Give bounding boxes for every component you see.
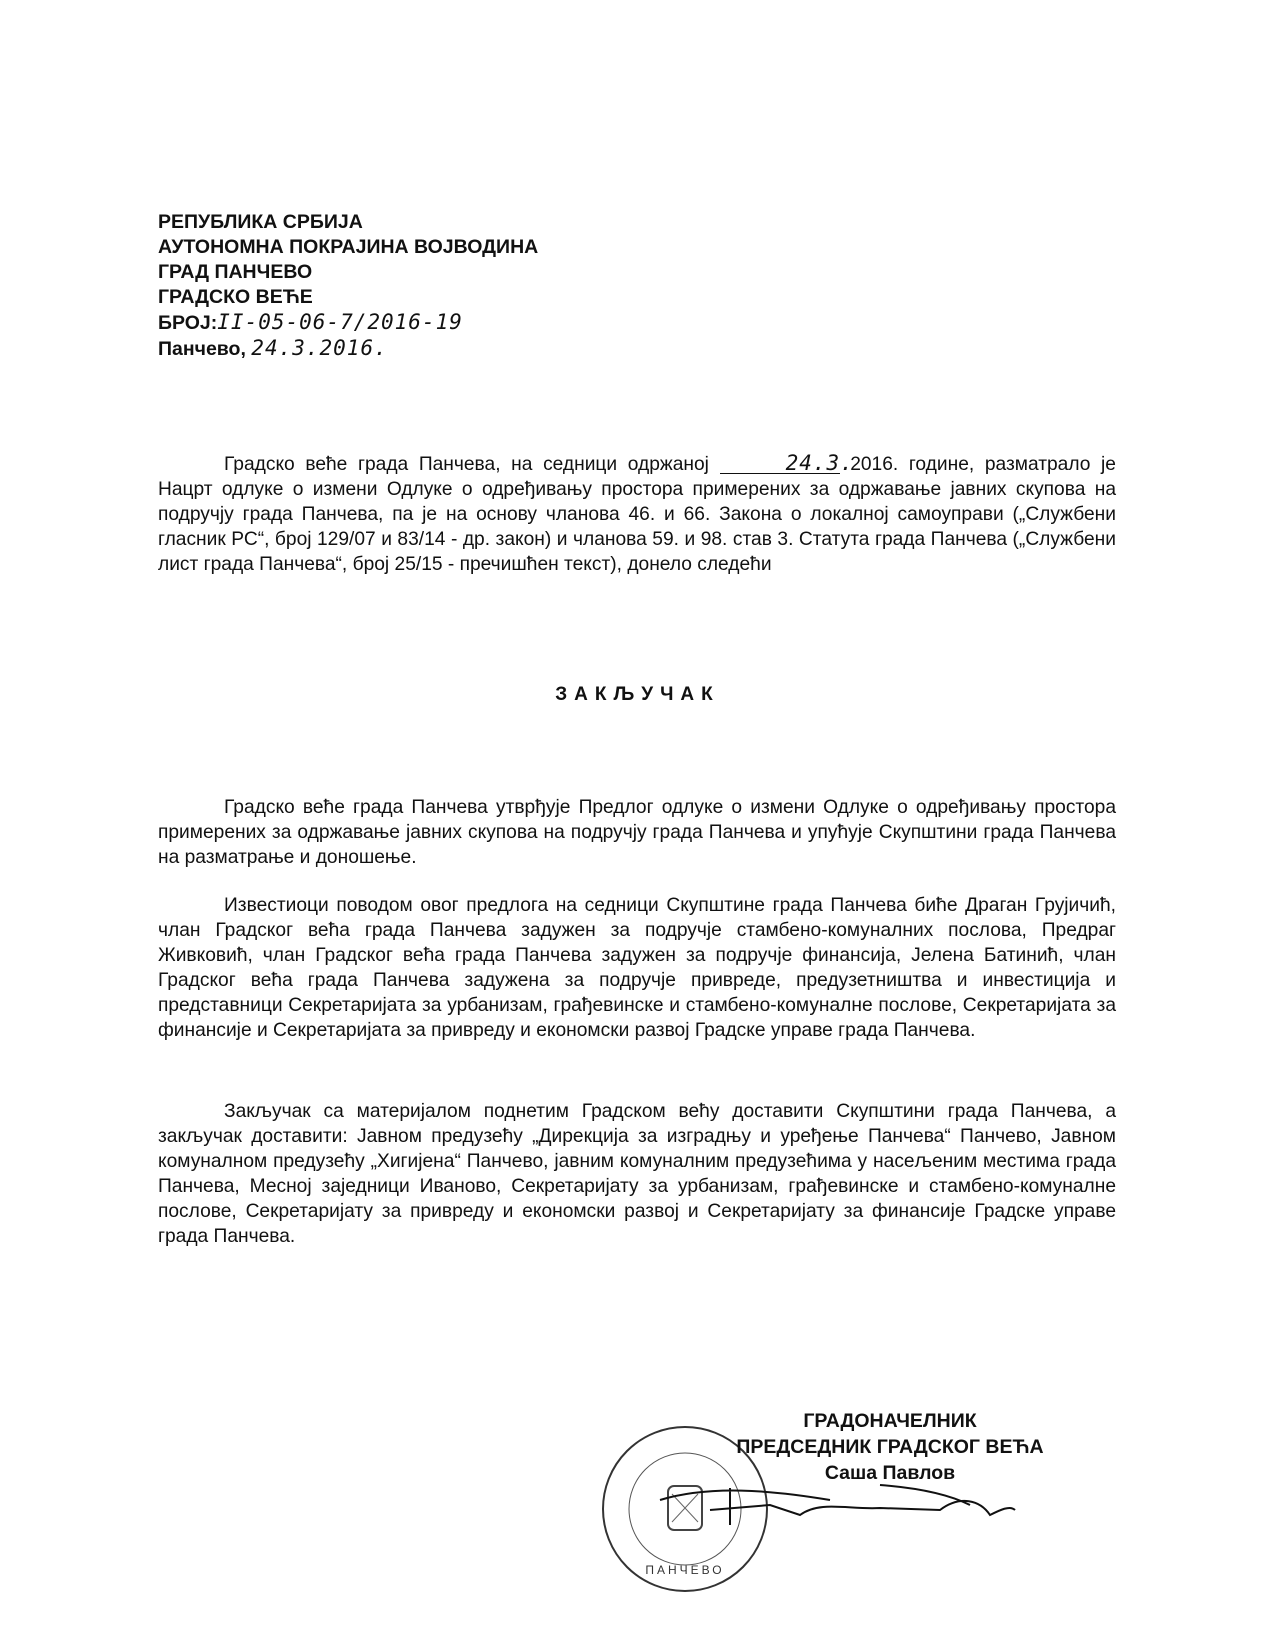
handwritten-signature [650, 1480, 1020, 1530]
number-value: II-05-06-7/2016-19 [217, 310, 463, 334]
session-date: 24.3. [720, 453, 840, 474]
intro-paragraph [158, 452, 1116, 577]
number-label: БРОЈ: [158, 312, 218, 334]
date-value: 24.3.2016. [251, 336, 388, 360]
header-line-council: ГРАДСКО ВЕЋЕ [158, 286, 313, 308]
header-line-city: ГРАД ПАНЧЕВО [158, 261, 313, 283]
svg-text:ПАНЧЕВО: ПАНЧЕВО [645, 1563, 725, 1577]
signature-block [700, 1408, 1080, 1486]
document-number [158, 310, 538, 336]
paragraph-1: Градско веће града Панчева утврђује Предлог одлуке о измени Одлуке о одређивању простора примерених за одржавање јавних скупова на подручју града Панчева и упућује Скупштини града Панчева на разматрање и доношење. [158, 797, 1116, 868]
document-header [158, 210, 538, 362]
intro-text-end: 2016. године, разматрало је Нацрт одлуке о измени Одлуке о одређивању простора примерених за одржавање јавних скупова на подручју града Панчева, па је на основу чланова 46. и 66. Закона о локалној самоуправи („Службени гласник РС“, број 129/07 и 83/14 - др. закон) и чланова 59. и 98. став 3. Статута града Панчева („Службени лист града Панчева“, број 25/15 - пречишћен текст), донело следећи [158, 454, 1116, 575]
paragraph-2: Известиоци поводом овог предлога на седници Скупштине града Панчева биће Драган Грујичић, члан Градског већа града Панчева задужен за подручје стамбено-комуналних послова, Предраг Живковић, члан Градског већа града Панчева задужен за подручје финансија, Јелена Батинић, члан Градског већа града Панчева задужена за подручје привреде, предузетништва и инвестиција и представници Секретаријата за урбанизам, грађевинске и стамбено-комуналне послове, Секретаријата за финансије и Секретаријата за привреду и економски развој Градске управе града Панчева. [158, 895, 1116, 1041]
place-label: Панчево, [158, 338, 246, 360]
document-place-date [158, 336, 538, 362]
header-line-province: АУТОНОМНА ПОКРАЈИНА ВОЈВОДИНА [158, 236, 539, 258]
paragraph-3: Закључак са материјалом поднетим Градском већу доставити Скупштини града Панчева, а закључак доставити: Јавном предузећу „Дирекција за изградњу и уређење Панчева“ Панчево, Јавном комуналном предузећу „Хигијена“ Панчево, јавним комуналним предузећима у насељеним местима града Панчева, Месној заједници Иваново, Секретаријату за урбанизам, грађевинске и стамбено-комуналне послове, Секретаријату за привреду и економски развој и Секретаријату за финансије Градске управе града Панчева. [158, 1101, 1116, 1247]
header-line-republic: РЕПУБЛИКА СРБИЈА [158, 211, 363, 233]
document-title: ЗАКЉУЧАК [555, 684, 720, 705]
signatory-title-president: ПРЕДСЕДНИК ГРАДСКОГ ВЕЋА [736, 1436, 1044, 1458]
intro-text-start: Градско веће града Панчева, на седници одржаној [224, 454, 709, 475]
signatory-title-mayor: ГРАДОНАЧЕЛНИК [803, 1410, 977, 1432]
signatory-name: Саша Павлов [824, 1462, 956, 1484]
